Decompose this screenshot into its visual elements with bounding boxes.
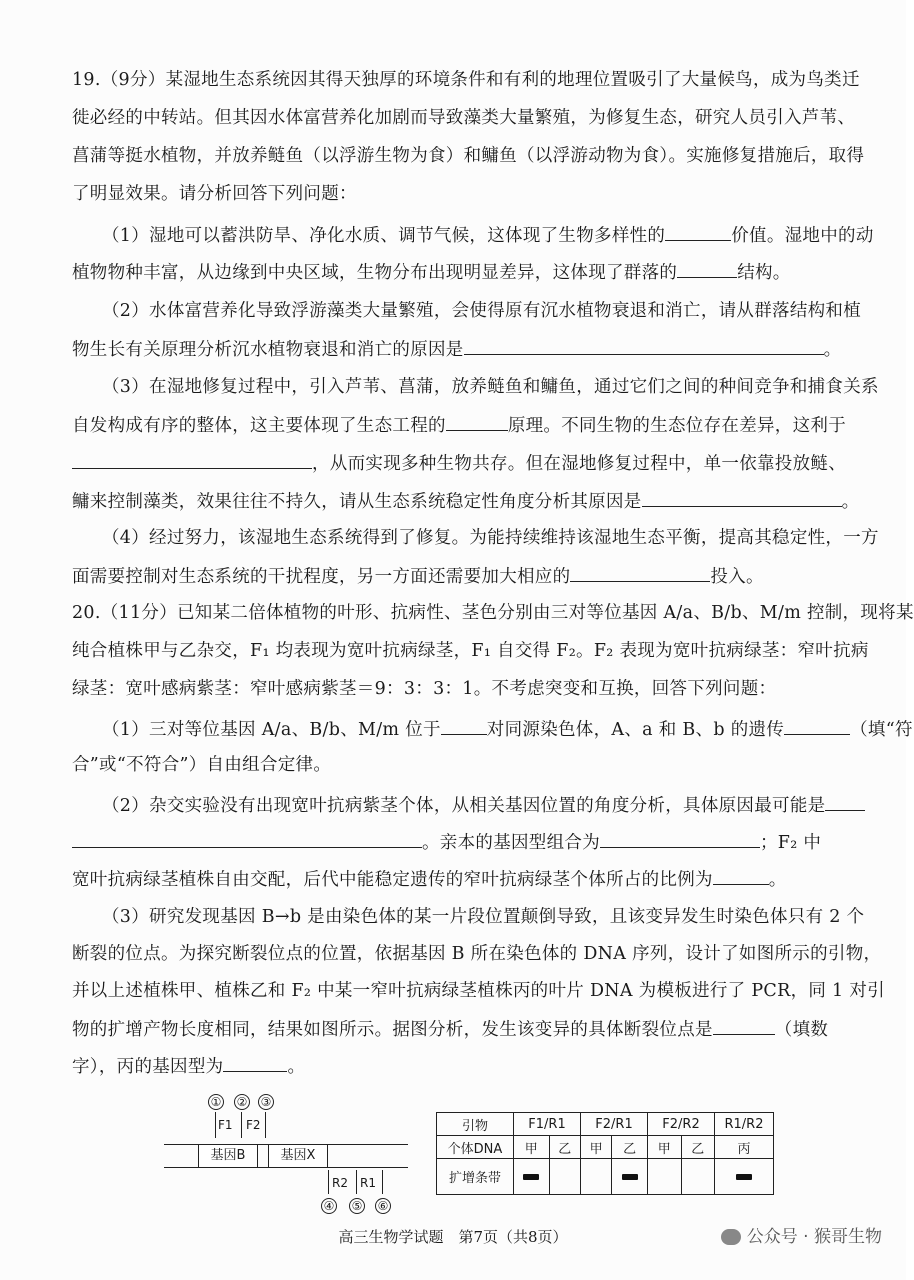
table-row	[437, 1136, 774, 1159]
site-label: ②	[234, 1094, 250, 1110]
q20-part2-line-3: 宽叶抗病绿茎植株自由交配，后代中能稳定遗传的窄叶抗病绿茎个体所占的比例为 。	[72, 866, 787, 892]
band-cell	[715, 1159, 774, 1195]
q20-part3-line-3: 并以上述植株甲、植株乙和 F₂ 中某一窄叶抗病绿茎植株丙的叶片 DNA 为模板进行了 PCR，同 1 对引	[72, 981, 885, 1001]
q19-part1-line-2: 植物物种丰富，从边缘到中央区域，生物分布出现明显差异，这体现了群落的 结构。	[72, 259, 791, 285]
band-cell	[514, 1159, 550, 1195]
site-arrow	[265, 1112, 266, 1138]
primer-pair-cell: F2/R2	[648, 1113, 715, 1136]
q20-intro-line-2: 纯合植株甲与乙杂交，F₁ 均表现为宽叶抗病绿茎，F₁ 自交得 F₂。F₂ 表现为宽叶抗病绿茎：窄叶抗病	[72, 641, 869, 661]
answer-blank[interactable]	[784, 716, 850, 735]
row-header: 扩增条带	[437, 1159, 514, 1195]
q19-intro-line-2: 徙必经的中转站。但其因水体富营养化加剧而导致藻类大量繁殖，为修复生态，研究人员引入芦苇、	[72, 108, 856, 128]
table-row	[437, 1113, 774, 1136]
gene-b-box: 基因B	[198, 1144, 258, 1168]
q19-part1-line-1: （1）湿地可以蓄洪防旱、净化水质、调节气候，这体现了生物多样性的 价值。湿地中的动	[102, 222, 874, 248]
site-arrow	[382, 1170, 383, 1194]
q19-part4-line-1: （4）经过努力，该湿地生态系统得到了修复。为能持续维持该湿地生态平衡，提高其稳定性，一方	[102, 528, 879, 548]
q20-part3-line-2: 断裂的位点。为探究断裂位点的位置，依据基因 B 所在染色体的 DNA 序列，设计了如图所示的引物，	[72, 944, 882, 964]
answer-blank[interactable]	[825, 792, 865, 811]
band-cell	[681, 1159, 715, 1195]
site-label: ①	[208, 1094, 224, 1110]
q20-part1-line-2: 合”或“不符合”）自由组合定律。	[72, 755, 332, 775]
individual-cell: 乙	[681, 1136, 715, 1159]
q19-part3-line-1: （3）在湿地修复过程中，引入芦苇、菖蒲，放养鲢鱼和鳙鱼，通过它们之间的种间竞争和捕食关系	[102, 377, 879, 397]
answer-blank[interactable]	[665, 222, 731, 241]
answer-blank[interactable]	[446, 412, 508, 431]
q20-part3-line-1: （3）研究发现基因 B→b 是由染色体的某一片段位置颠倒导致，且该变异发生时染色体只有 2 个	[102, 907, 865, 927]
q20-part3-line-5: 字），丙的基因型为 。	[72, 1053, 305, 1079]
pcr-band	[736, 1174, 752, 1180]
q19-part2-line-2: 物生长有关原理分析沉水植物衰退和消亡的原因是 。	[72, 336, 841, 362]
individual-cell: 乙	[612, 1136, 648, 1159]
answer-blank[interactable]	[713, 1016, 775, 1035]
primer-pair-cell: F1/R1	[514, 1113, 581, 1136]
q19-part3-line-2: 自发构成有序的整体，这主要体现了生态工程的 原理。不同生物的生态位存在差异，这利于	[72, 412, 846, 438]
site-label: ④	[321, 1198, 337, 1214]
q20-part2-line-2: 。亲本的基因型组合为 ；F₂ 中	[72, 829, 821, 855]
q20-intro-line-1: 20.（11分）已知某二倍体植物的叶形、抗病性、茎色分别由三对等位基因 A/a、B/b、M/m 控制，现将某	[72, 603, 914, 623]
site-label: ⑤	[349, 1198, 365, 1214]
primer-pair-cell: F2/R1	[581, 1113, 648, 1136]
answer-blank[interactable]	[642, 488, 842, 507]
pcr-band	[523, 1174, 539, 1180]
site-arrow	[241, 1112, 242, 1138]
row-header: 个体DNA	[437, 1136, 514, 1159]
q20-intro-line-3: 绿茎：宽叶感病紫茎：窄叶感病紫茎＝9：3：3：1。不考虑突变和互换，回答下列问题：	[72, 679, 777, 699]
watermark	[721, 1222, 882, 1247]
pcr-band	[622, 1174, 638, 1180]
watermark-text: 公众号 · 猴哥生物	[746, 1227, 882, 1247]
primer-diagram	[160, 1090, 420, 1220]
row-header: 引物	[437, 1113, 514, 1136]
answer-blank[interactable]	[223, 1053, 287, 1072]
q19-part3-line-4: 鳙来控制藻类，效果往往不持久，请从生态系统稳定性角度分析其原因是 。	[72, 488, 859, 514]
q19-part2-line-1: （2）水体富营养化导致浮游藻类大量繁殖，会使得原有沉水植物衰退和消亡，请从群落结构和植	[102, 301, 862, 321]
band-cell	[612, 1159, 648, 1195]
q20-part2-line-1: （2）杂交实验没有出现宽叶抗病紫茎个体，从相关基因位置的角度分析，具体原因最可能是	[102, 792, 865, 818]
answer-blank[interactable]	[72, 450, 312, 469]
q20-part3-line-4: 物的扩增产物长度相同，结果如图所示。据图分析，发生该变异的具体断裂位点是 （填数	[72, 1016, 828, 1042]
site-arrow	[356, 1170, 357, 1194]
site-arrow	[328, 1170, 329, 1194]
individual-cell: 甲	[648, 1136, 682, 1159]
answer-blank[interactable]	[441, 716, 487, 735]
site-label: ⑥	[375, 1198, 391, 1214]
individual-cell: 甲	[514, 1136, 550, 1159]
q19-intro-line-1: 19.（9分）某湿地生态系统因其得天独厚的环境条件和有利的地理位置吸引了大量候鸟，成为鸟类迁	[72, 70, 860, 90]
individual-cell: 甲	[581, 1136, 612, 1159]
individual-cell: 丙	[715, 1136, 774, 1159]
pcr-result-table	[436, 1112, 774, 1195]
q19-part4-line-2: 面需要控制对生态系统的干扰程度，另一方面还需要加大相应的 投入。	[72, 563, 764, 589]
primer-label: F1	[218, 1118, 233, 1132]
q19-part3-line-3: ，从而实现多种生物共存。但在湿地修复过程中，单一依靠投放鲢、	[72, 450, 846, 476]
site-arrow	[215, 1112, 216, 1138]
page-footer: 高三生物学试题 第7页（共8页）	[338, 1228, 568, 1246]
gene-x-box: 基因X	[268, 1144, 328, 1168]
table-row	[437, 1159, 774, 1195]
answer-blank[interactable]	[713, 866, 769, 885]
answer-blank[interactable]	[570, 563, 710, 582]
individual-cell: 乙	[549, 1136, 580, 1159]
band-cell	[648, 1159, 682, 1195]
primer-label: F2	[246, 1118, 261, 1132]
q19-intro-line-4: 了明显效果。请分析回答下列问题：	[72, 184, 357, 204]
band-cell	[581, 1159, 612, 1195]
answer-blank[interactable]	[72, 829, 422, 848]
primer-label: R2	[332, 1176, 348, 1190]
answer-blank[interactable]	[464, 336, 824, 355]
site-label: ③	[258, 1094, 274, 1110]
primer-label: R1	[360, 1176, 376, 1190]
q19-intro-line-3: 菖蒲等挺水植物，并放养鲢鱼（以浮游生物为食）和鳙鱼（以浮游动物为食）。实施修复措施后，取得	[72, 146, 865, 166]
answer-blank[interactable]	[600, 829, 760, 848]
band-cell	[549, 1159, 580, 1195]
q20-part1-line-1: （1）三对等位基因 A/a、B/b、M/m 位于 对同源染色体，A、a 和 B、b 的遗传 （填“符	[102, 716, 913, 742]
primer-pair-cell: R1/R2	[715, 1113, 774, 1136]
wechat-icon	[721, 1229, 741, 1245]
answer-blank[interactable]	[677, 259, 737, 278]
